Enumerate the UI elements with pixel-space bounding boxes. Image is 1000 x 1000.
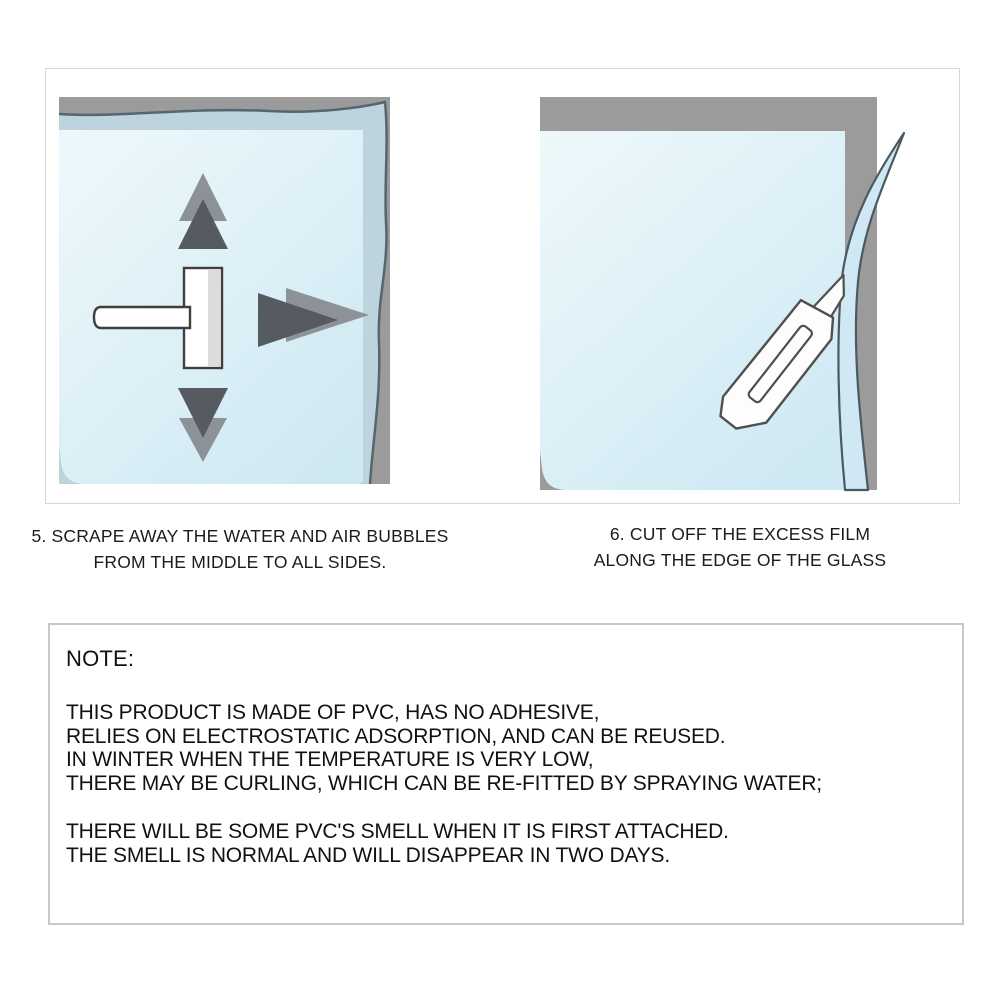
step5-caption-line1: 5. SCRAPE AWAY THE WATER AND AIR BUBBLES bbox=[31, 526, 449, 546]
step6-caption-line2: ALONG THE EDGE OF THE GLASS bbox=[593, 550, 887, 570]
note-line: RELIES ON ELECTROSTATIC ADSORPTION, AND CAN BE REUSED. bbox=[66, 724, 726, 748]
step5-caption bbox=[20, 523, 460, 575]
step5-caption-line2: FROM THE MIDDLE TO ALL SIDES. bbox=[93, 552, 387, 572]
note-heading: NOTE: bbox=[66, 646, 135, 671]
note-line: IN WINTER WHEN THE TEMPERATURE IS VERY LOW, bbox=[66, 748, 594, 771]
note-line: THE SMELL IS NORMAL AND WILL DISAPPEAR IN TWO DAYS. bbox=[66, 843, 670, 867]
note-line: THERE WILL BE SOME PVC'S SMELL WHEN IT IS FIRST ATTACHED. bbox=[66, 820, 729, 843]
step5-illustration bbox=[59, 97, 390, 484]
step6-illustration bbox=[540, 97, 912, 493]
note-paragraph-2 bbox=[66, 820, 946, 867]
note-paragraph-1 bbox=[66, 701, 946, 795]
note-line: THERE MAY BE CURLING, WHICH CAN BE RE-FITTED BY SPRAYING WATER; bbox=[66, 771, 822, 795]
step6-caption-line1: 6. CUT OFF THE EXCESS FILM bbox=[609, 524, 871, 544]
note-box bbox=[48, 623, 964, 925]
note-line: THIS PRODUCT IS MADE OF PVC, HAS NO ADHESIVE, bbox=[66, 701, 600, 724]
step6-caption bbox=[540, 521, 940, 573]
